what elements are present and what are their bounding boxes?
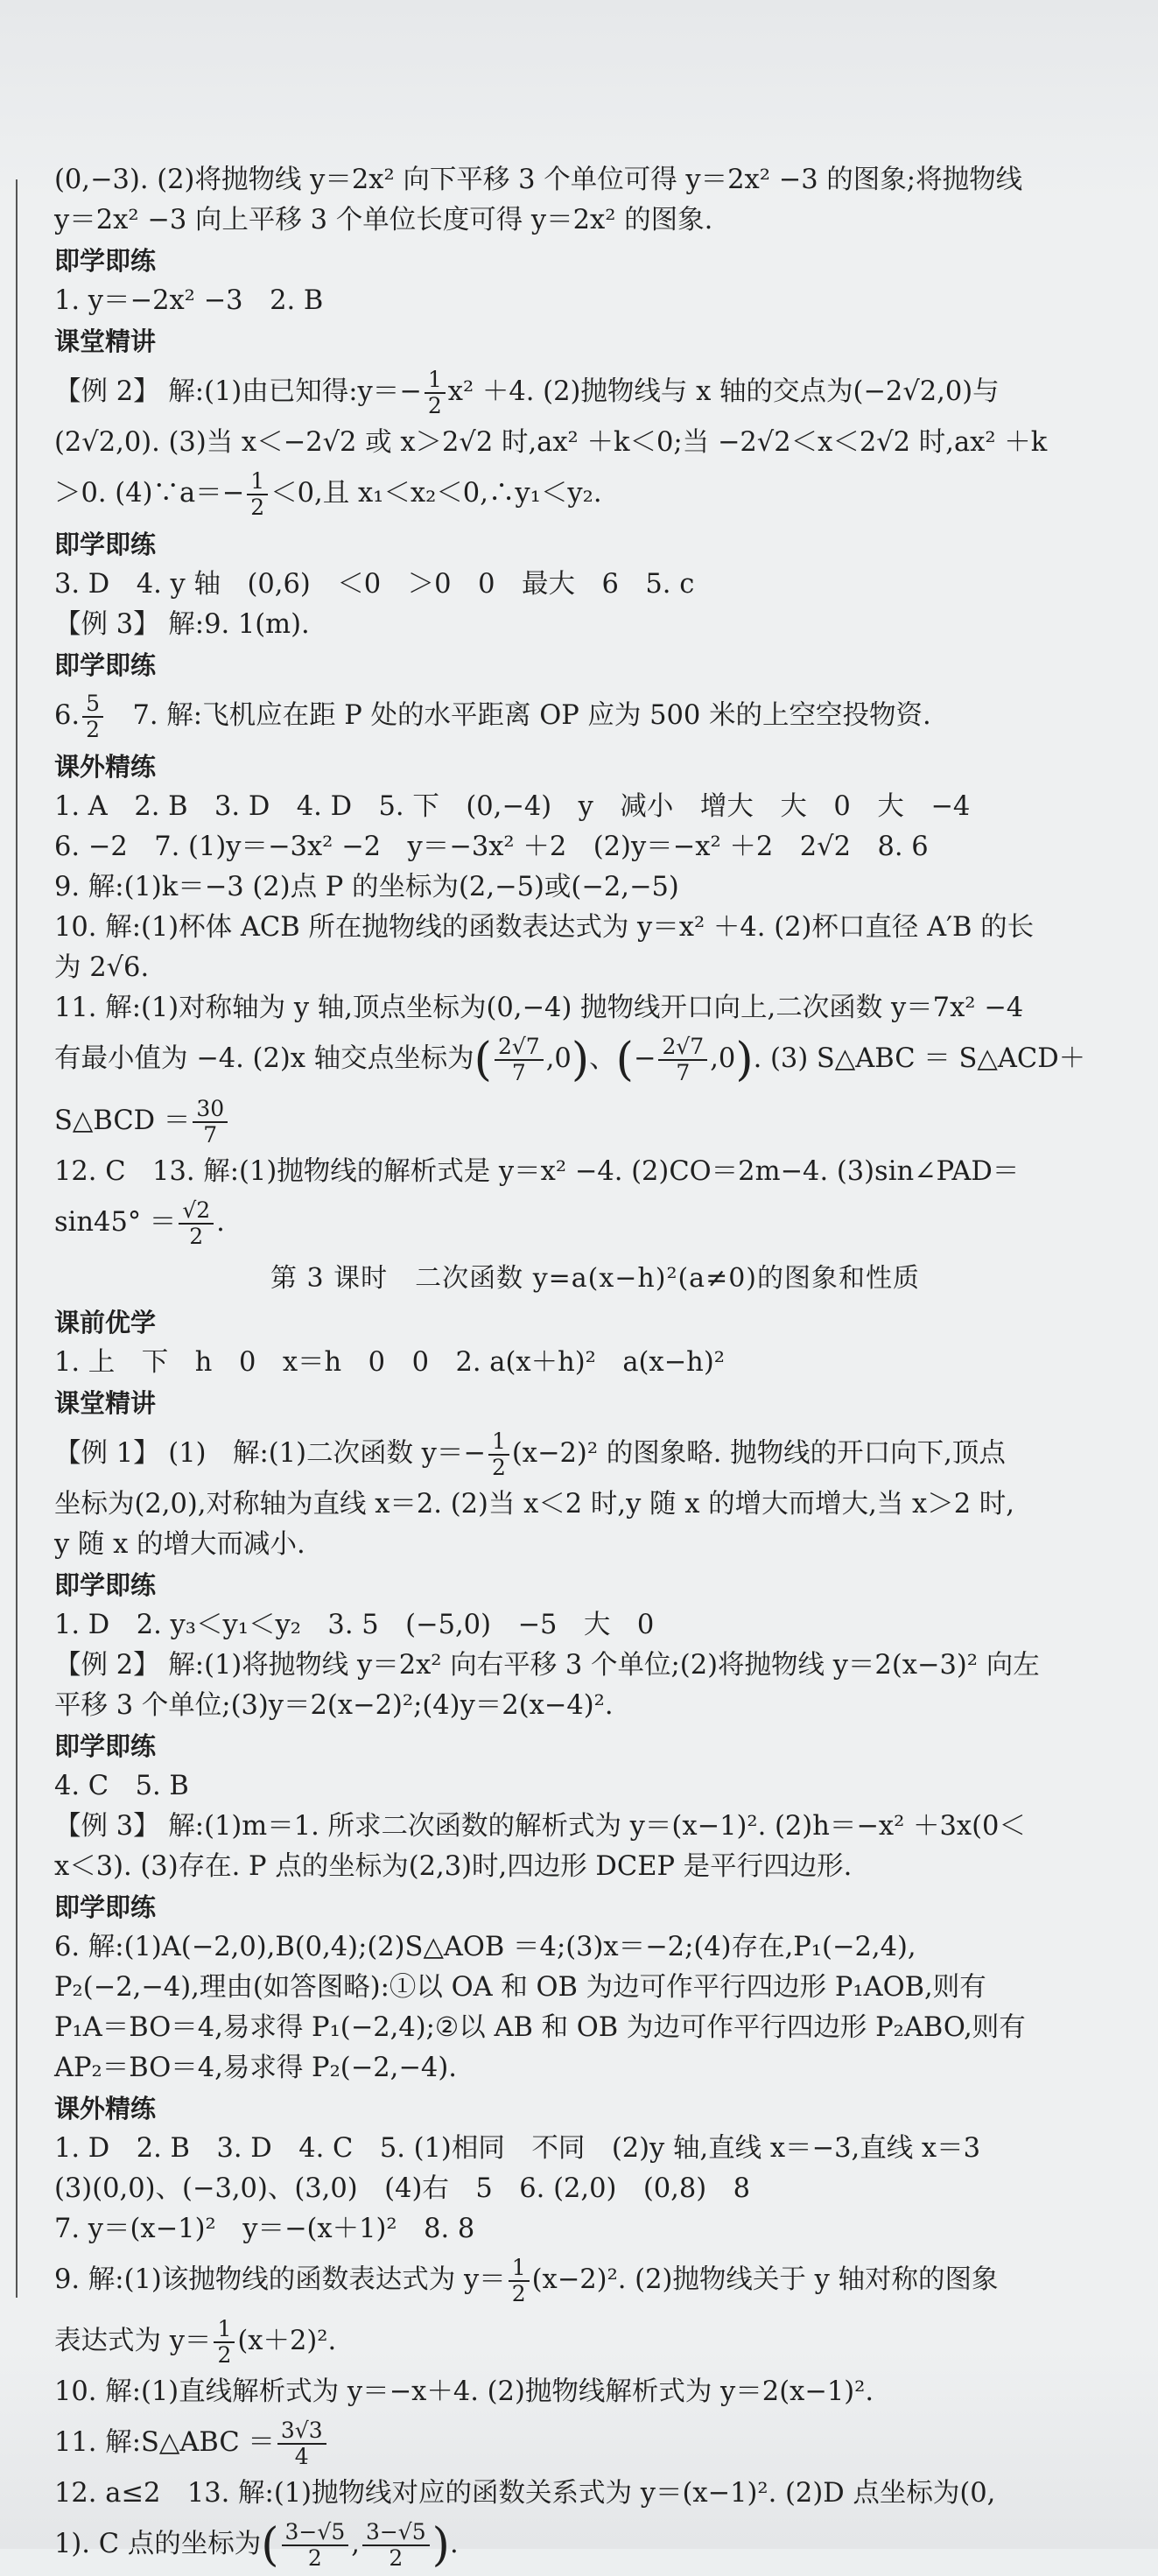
numerator: √2 [179, 1198, 214, 1225]
numerator: 3−√5 [362, 2520, 430, 2546]
text-line: 为 2√6. [54, 952, 150, 983]
text-line [54, 685, 1136, 747]
denominator: 4 [294, 2444, 309, 2469]
text-line: 坐标为(2,0),对称轴为直线 x＝2. (2)当 x＜2 时,y 随 x 的增大而增大,当 x＞2 时, [54, 1489, 1014, 1520]
denominator: 2 [491, 1455, 506, 1480]
denominator: 2 [307, 2545, 322, 2571]
text-segment: (x−2)². (2)抛物线关于 y 轴对称的图象 [531, 2264, 999, 2295]
text-line: 1. y＝−2x² −3 2. B [54, 285, 324, 316]
denominator: 2 [427, 393, 442, 418]
fraction [495, 1035, 544, 1085]
section-heading: 课前优学 [54, 1308, 157, 1337]
denominator: 7 [203, 1122, 218, 1148]
text-segment: sin45° ＝ [54, 1207, 177, 1238]
text-line [54, 1423, 1136, 1485]
text-line: 12. a≤2 13. 解:(1)抛物线对应的函数关系式为 y＝(x−1)². (2)D 点坐标为(0, [54, 2478, 996, 2509]
text-line [54, 2412, 1136, 2474]
text-segment: 1). C 点的坐标为 [54, 2529, 262, 2559]
text-segment: 9. 解:(1)该抛物线的函数表达式为 y＝ [54, 2264, 506, 2295]
fraction [425, 368, 446, 418]
text-segment: 【例 1】 (1) 解:(1)二次函数 y＝− [54, 1438, 486, 1469]
numerator: 1 [425, 368, 446, 394]
right-paren: ) [735, 1034, 754, 1086]
numerator: 3√3 [277, 2418, 326, 2445]
numerator: 3−√5 [282, 2520, 349, 2546]
fraction [658, 1035, 707, 1085]
section-heading: 课堂精讲 [54, 1388, 157, 1418]
section-heading: 即学即练 [54, 1570, 157, 1600]
text-line: 7. y＝(x−1)² y＝−(x＋1)² 8. 8 [54, 2214, 475, 2244]
text-line: P₂(−2,−4),理由(如答图略):①以 OA 和 OB 为边可作平行四边形 P₁AOB,则有 [54, 1972, 986, 2003]
fraction [277, 2418, 326, 2469]
text-line: y＝2x² −3 向上平移 3 个单位长度可得 y＝2x² 的图象. [54, 205, 713, 235]
text-segment: 、 [589, 1043, 616, 1074]
numerator: 1 [509, 2256, 530, 2282]
denominator: 2 [389, 2545, 404, 2571]
numerator: 1 [214, 2317, 235, 2343]
text-line: 有最小值为 −4. (2)x 轴交点坐标为( $\frac{2√7}{7}$ ,0)、(− $\frac{2√7}{7}$ ,0). (3) S△ABC ＝ S△ACD＋ [54, 1034, 1086, 1086]
text-segment: 表达式为 y＝ [54, 2326, 212, 2356]
numerator: 1 [488, 1429, 509, 1456]
text-line: 1. 上 下 h 0 x＝h 0 0 2. a(x＋h)² a(x−h)² [54, 1347, 725, 1378]
text-line [54, 463, 1136, 524]
text-line: 6. −2 7. (1)y＝−3x² −2 y＝−3x² ＋2 (2)y＝−x² ＋2 2√2 8. 6 [54, 832, 929, 862]
text-line: 平移 3 个单位;(3)y＝2(x−2)²;(4)y＝2(x−4)². [54, 1690, 614, 1721]
text-line: 1. D 2. B 3. D 4. C 5. (1)相同 不同 (2)y 轴,直线 x＝−3,直线 x＝3 [54, 2133, 981, 2164]
left-margin-rule [16, 179, 18, 2298]
text-line: 11. 解:(1)对称轴为 y 轴,顶点坐标为(0,−4) 抛物线开口向上,二次函数 y＝7x² −4 [54, 993, 1024, 1023]
text-line [54, 1192, 1136, 1253]
text-segment: (x＋2)². [237, 2326, 337, 2356]
text-segment: . [449, 2529, 459, 2559]
denominator: 2 [217, 2342, 232, 2368]
numerator: 2√7 [495, 1035, 544, 1061]
text-line: 1. D 2. y₃＜y₁＜y₂ 3. 5 (−5,0) −5 大 0 [54, 1610, 655, 1640]
denominator: 7 [511, 1060, 526, 1085]
text-segment: . (3) S△ABC ＝ S△ACD＋ [753, 1043, 1086, 1074]
denominator: 2 [511, 2281, 526, 2306]
section-heading: 即学即练 [54, 650, 157, 680]
fraction [282, 2520, 349, 2571]
section-heading: 课堂精讲 [54, 326, 157, 356]
right-paren: ) [571, 1034, 590, 1086]
fraction [509, 2256, 530, 2306]
text-line [54, 1091, 1136, 1152]
text-line: 10. 解:(1)直线解析式为 y＝−x＋4. (2)抛物线解析式为 y＝2(x−1)². [54, 2376, 874, 2407]
text-line: (0,−3). (2)将抛物线 y＝2x² 向下平移 3 个单位可得 y＝2x² −3 的图象;将抛物线 [54, 165, 1023, 195]
text-line: 【例 3】 解:(1)m＝1. 所求二次函数的解析式为 y＝(x−1)². (2)h＝−x² ＋3x(0＜ [54, 1811, 1026, 1842]
text-line: 3. D 4. y 轴 (0,6) ＜0 ＞0 0 最大 6 5. c [54, 569, 695, 600]
left-paren: ( [615, 1034, 634, 1086]
section-heading: 即学即练 [54, 1731, 157, 1761]
text-line [54, 361, 1136, 423]
section-heading: 即学即练 [54, 246, 157, 276]
text-line: (3)(0,0)、(−3,0)、(3,0) (4)右 5 6. (2,0) (0,8) 8 [54, 2173, 751, 2204]
left-paren: ( [474, 1034, 492, 1086]
text-segment: x² ＋4. (2)抛物线与 x 轴的交点为(−2√2,0)与 [447, 376, 1000, 407]
text-line: 1. A 2. B 3. D 4. D 5. 下 (0,−4) y 减小 增大 大 0 大 −4 [54, 791, 971, 822]
text-line: 12. C 13. 解:(1)抛物线的解析式是 y＝x² −4. (2)CO＝2m−4. (3)sin∠PAD＝ [54, 1156, 1020, 1187]
denominator: 2 [250, 495, 265, 520]
text-line: 9. 解:(1)k＝−3 (2)点 P 的坐标为(2,−5)或(−2,−5) [54, 872, 679, 902]
text-line [54, 2250, 1136, 2311]
text-line [54, 2311, 1136, 2372]
text-segment: 有最小值为 −4. (2)x 轴交点坐标为 [54, 1043, 474, 1074]
text-segment: . [216, 1207, 225, 1238]
fraction [362, 2520, 430, 2571]
section-heading: 即学即练 [54, 1892, 157, 1922]
text-line: P₁A＝BO＝4,易求得 P₁(−2,4);②以 AB 和 OB 为边可作平行四边形 P₂ABO,则有 [54, 2012, 1026, 2043]
fraction [488, 1429, 509, 1480]
numerator: 30 [193, 1097, 228, 1123]
text-segment: 7. 解:飞机应在距 P 处的水平距离 OP 应为 500 米的上空空投物资. [106, 700, 931, 731]
text-line: 1). C 点的坐标为( $\frac{3-√5}{2}$ , $\frac{3-√5}{2}$ ). [54, 2519, 459, 2572]
section-heading: 课外精练 [54, 2094, 157, 2123]
text-line: 10. 解:(1)杯体 ACB 所在抛物线的函数表达式为 y＝x² ＋4. (2)杯口直径 A′B 的长 [54, 912, 1035, 943]
text-line: y 随 x 的增大而减小. [54, 1529, 305, 1560]
text-segment: 【例 2】 解:(1)由已知得:y＝− [54, 376, 422, 407]
text-segment: (x−2)² 的图象略. 抛物线的开口向下,顶点 [511, 1438, 1006, 1469]
text-segment: ＜0,且 x₁＜x₂＜0,∴y₁＜y₂. [270, 478, 602, 509]
text-line: AP₂＝BO＝4,易求得 P₂(−2,−4). [54, 2053, 457, 2083]
numerator: 1 [247, 469, 268, 495]
section-heading: 即学即练 [54, 530, 157, 559]
numerator: 2√7 [658, 1035, 707, 1061]
fraction [193, 1097, 228, 1148]
text-line: x＜3). (3)存在. P 点的坐标为(2,3)时,四边形 DCEP 是平行四边形. [54, 1851, 853, 1882]
text-segment: S△BCD ＝ [54, 1106, 191, 1136]
text-line: (2√2,0). (3)当 x＜−2√2 或 x＞2√2 时,ax² ＋k＜0;当 −2√2＜x＜2√2 时,ax² ＋k [54, 427, 1048, 458]
denominator: 2 [86, 717, 101, 742]
text-line: 6. 解:(1)A(−2,0),B(0,4);(2)S△AOB ＝4;(3)x＝−2;(4)存在,P₁(−2,4), [54, 1932, 916, 1962]
text-line: 【例 2】 解:(1)将抛物线 y＝2x² 向右平移 3 个单位;(2)将抛物线 y＝2(x−3)² 向左 [54, 1650, 1040, 1681]
right-paren: ) [432, 2519, 450, 2572]
left-paren: ( [261, 2519, 279, 2572]
fraction [247, 469, 268, 520]
fraction [214, 2317, 235, 2368]
fraction [82, 691, 103, 742]
numerator: 5 [82, 691, 103, 718]
denominator: 2 [189, 1224, 204, 1249]
text-line: 【例 3】 解:9. 1(m). [54, 609, 310, 640]
fraction [179, 1198, 214, 1249]
text-line: 4. C 5. B [54, 1771, 189, 1801]
denominator: 7 [676, 1060, 691, 1085]
text-segment: 11. 解:S△ABC ＝ [54, 2427, 275, 2458]
text-segment: ＞0. (4)∵a＝− [54, 478, 245, 509]
lesson-title: 第 3 课时 二次函数 y=a(x−h)²(a≠0)的图象和性质 [270, 1263, 920, 1294]
text-segment: 6. [54, 700, 81, 731]
section-heading: 课外精练 [54, 752, 157, 782]
answer-content [54, 160, 1136, 2576]
